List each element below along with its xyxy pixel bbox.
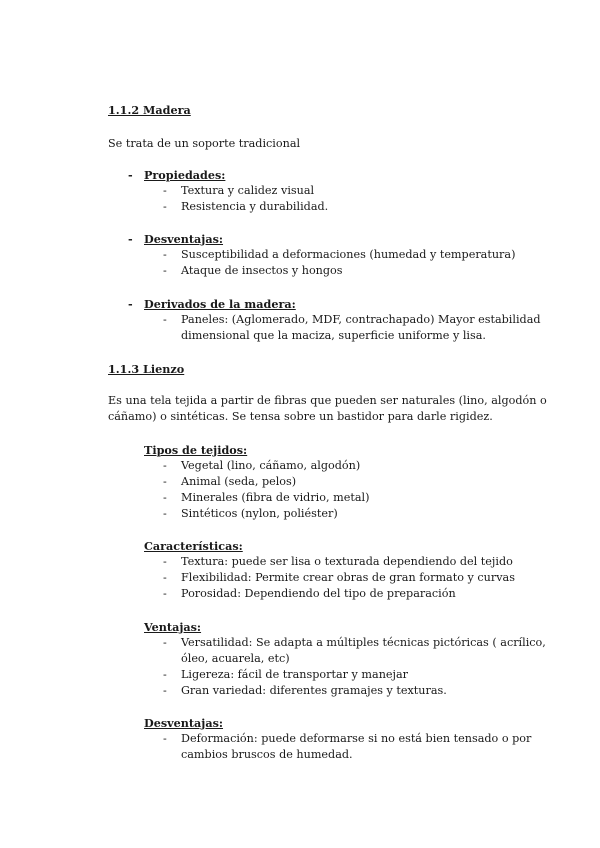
list-item-continuation: dimensional que la maciza, superficie uniforme y lisa. <box>181 329 486 342</box>
bullet-dash: - <box>128 168 133 182</box>
list-item: Ligereza: fácil de transportar y manejar <box>181 668 409 681</box>
madera-intro: Se trata de un soporte tradicional <box>108 137 301 150</box>
list-item: Sintéticos (nylon, poliéster) <box>181 507 338 520</box>
bullet-dash: - <box>163 587 167 600</box>
bullet-dash: - <box>163 475 167 488</box>
bullet-dash: - <box>163 264 167 277</box>
bullet-dash: - <box>163 507 167 520</box>
list-item-continuation: cambios bruscos de humedad. <box>181 748 353 761</box>
list-item: Textura y calidez visual <box>181 184 315 197</box>
bullet-dash: - <box>128 232 133 246</box>
list-item: Textura: puede ser lisa o texturada dependiendo del tejido <box>181 555 513 568</box>
bullet-dash: - <box>163 313 167 326</box>
list-item: Susceptibilidad a deformaciones (humedad y temperatura) <box>181 248 516 261</box>
list-item: Ataque de insectos y hongos <box>181 264 343 277</box>
bullet-dash: - <box>163 459 167 472</box>
list-item: Minerales (fibra de vidrio, metal) <box>181 491 370 504</box>
list-item: Resistencia y durabilidad. <box>181 200 329 213</box>
bullet-dash: - <box>163 248 167 261</box>
bullet-dash: - <box>163 684 167 697</box>
list-item: Deformación: puede deformarse si no está bien tensado o por <box>181 732 532 745</box>
bullet-dash: - <box>163 200 167 213</box>
bullet-dash: - <box>163 636 167 649</box>
bullet-dash: - <box>163 571 167 584</box>
lienzo-intro-line1: Es una tela tejida a partir de fibras que pueden ser naturales (lino, algodón o <box>108 394 547 407</box>
bullet-dash: - <box>163 732 167 745</box>
list-item: Porosidad: Dependiendo del tipo de preparación <box>181 587 456 600</box>
madera-derivados-title: Derivados de la madera: <box>144 297 296 311</box>
lienzo-ventajas-title: Ventajas: <box>144 620 202 634</box>
list-item: Gran variedad: diferentes gramajes y texturas. <box>181 684 447 697</box>
list-item-continuation: óleo, acuarela, etc) <box>181 652 290 665</box>
bullet-dash: - <box>163 668 167 681</box>
madera-propiedades-title: Propiedades: <box>144 168 226 182</box>
lienzo-intro-line2: cáñamo) o sintéticas. Se tensa sobre un bastidor para darle rigidez. <box>108 410 493 423</box>
list-item: Paneles: (Aglomerado, MDF, contrachapado) Mayor estabilidad <box>181 313 541 326</box>
lienzo-tipos-title: Tipos de tejidos: <box>144 443 248 457</box>
list-item: Vegetal (lino, cáñamo, algodón) <box>181 459 361 472</box>
lienzo-desventajas-title: Desventajas: <box>144 716 224 730</box>
bullet-dash: - <box>163 184 167 197</box>
bullet-dash: - <box>128 297 133 311</box>
lienzo-caracteristicas-title: Características: <box>144 539 243 553</box>
bullet-dash: - <box>163 491 167 504</box>
section-heading-madera: 1.1.2 Madera <box>108 103 191 117</box>
list-item: Versatilidad: Se adapta a múltiples técnicas pictóricas ( acrílico, <box>181 636 546 649</box>
list-item: Flexibilidad: Permite crear obras de gran formato y curvas <box>181 571 515 584</box>
section-heading-lienzo: 1.1.3 Lienzo <box>108 362 185 376</box>
bullet-dash: - <box>163 555 167 568</box>
list-item: Animal (seda, pelos) <box>181 475 297 488</box>
madera-desventajas-title: Desventajas: <box>144 232 224 246</box>
